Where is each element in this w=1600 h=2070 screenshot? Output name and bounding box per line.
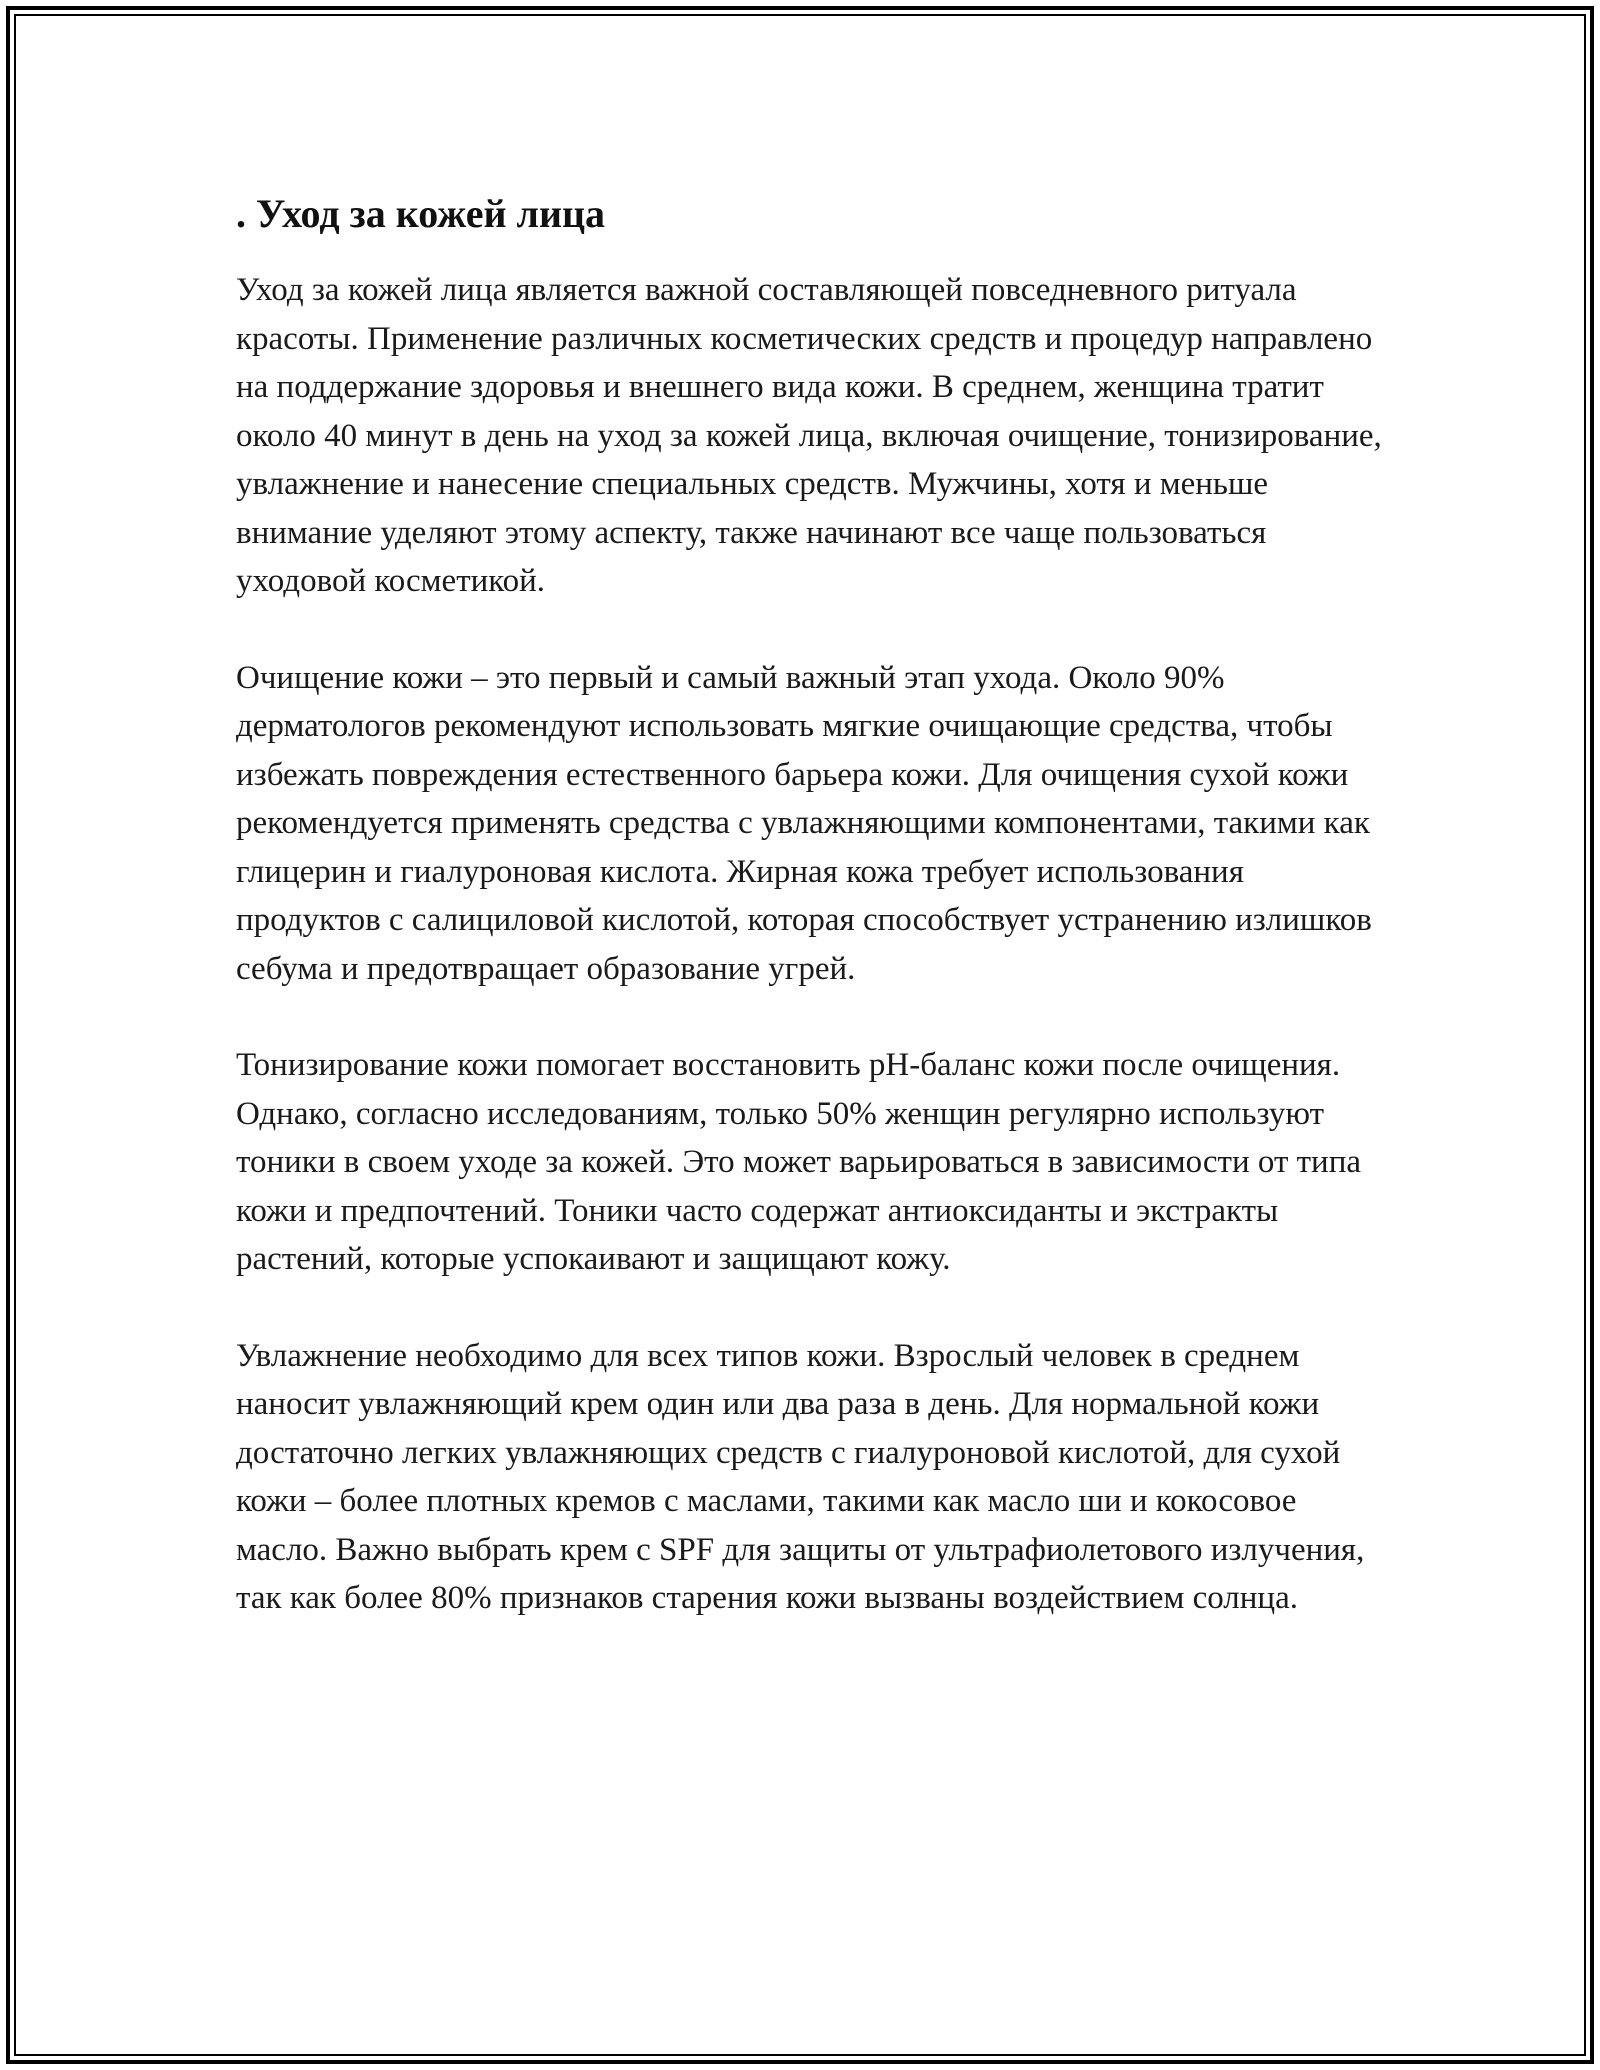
document-title: . Уход за кожей лица xyxy=(236,191,606,236)
paragraph-moisturizing: Увлажнение необходимо для всех типов кожи. Взрослый человек в среднем наносит увлажняющий крем один или два раза в день. Для нормальной кожи достаточно легких увлажняющих средств с гиалуроновой кислотой, для сухой кожи – более плотных кремов с маслами, такими как масло ши и кокосовое масло. Важно выбрать крем с SPF для защиты от ультрафиолетового излучения, так как более 80% признаков старения кожи вызваны воздействием солнца. xyxy=(236,1337,1365,1616)
document-body xyxy=(236,186,1386,1671)
paragraph-cleansing: Очищение кожи – это первый и самый важный этап ухода. Около 90% дерматологов рекомендуют использовать мягкие очищающие средства, чтобы избежать повреждения естественного барьера кожи. Для очищения сухой кожи рекомендуется применять средства с увлажняющими компонентами, такими как глицерин и гиалуроновая кислота. Жирная кожа требует использования продуктов с салициловой кислотой, которая способствует устранению излишков себума и предотвращает образование угрей. xyxy=(236,659,1372,987)
paragraph-toning: Тонизирование кожи помогает восстановить pH-баланс кожи после очищения. Однако, согласно исследованиям, только 50% женщин регулярно используют тоники в своем уходе за кожей. Это может варьироваться в зависимости от типа кожи и предпочтений. Тоники часто содержат антиоксиданты и экстракты растений, которые успокаивают и защищают кожу. xyxy=(236,1047,1362,1277)
paragraph-intro: Уход за кожей лица является важной составляющей повседневного ритуала красоты. Применение различных косметических средств и процедур направлено на поддержание здоровья и внешнего вида кожи. В среднем, женщина тратит около 40 минут в день на уход за кожей лица, включая очищение, тонизирование, увлажнение и нанесение специальных средств. Мужчины, хотя и меньше внимание уделяют этому аспекту, также начинают все чаще пользоваться уходовой косметикой. xyxy=(236,272,1382,599)
